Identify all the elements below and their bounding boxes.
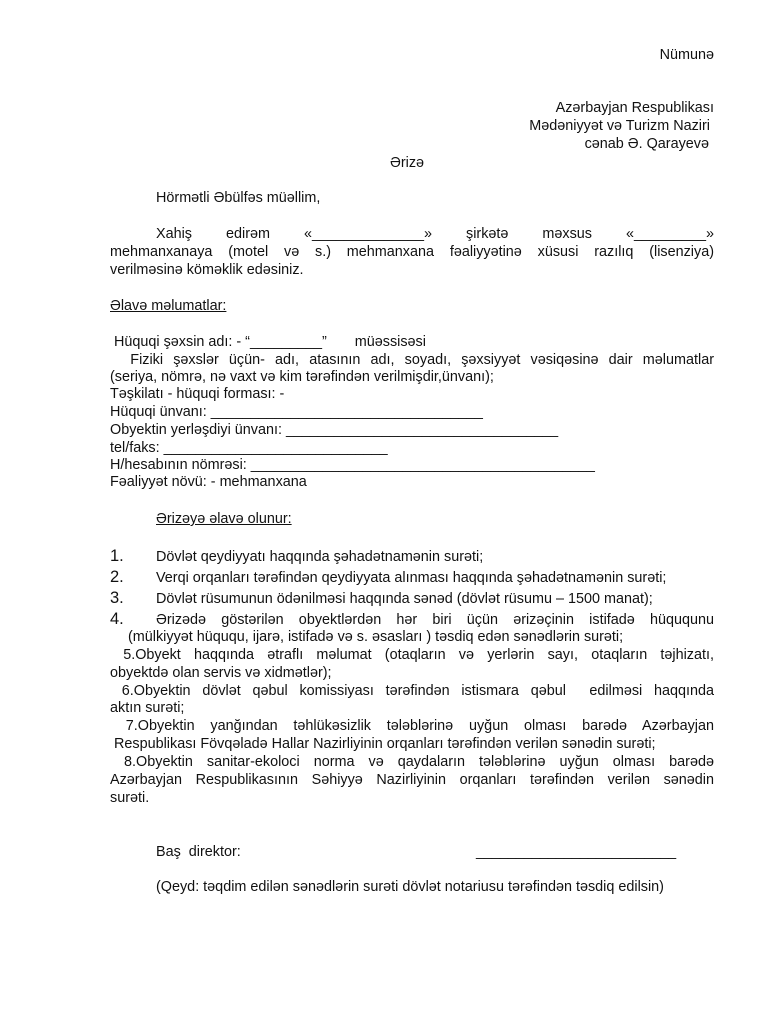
attachment-para-8-cont: Azərbayjan Respublikasının Səhiyyə Nazirliyinin orqanları tərəfindən verilən sənədin [110,772,714,788]
info-line-tel-fax: tel/faks: ____________________________ [110,440,388,456]
attachment-item-4-cont: (mülkiyyət hüququ, ijarə, istifadə və s. əsasları ) təsdiq edən sənədlərin surəti; [128,629,624,645]
request-line-1: Xahiş edirəm «______________» şirkətə məxsus «_________» [156,226,714,242]
attachment-para-6: 6.Obyektin dövlət qəbul komissiyası tərəfindən istismara qəbul edilməsi haqqında [110,683,714,699]
attachment-para-8: 8.Obyektin sanitar-ekoloci norma və qaydaların tələblərinə uyğun olması barədə [110,754,714,770]
sample-label: Nümunə [659,47,714,63]
info-line-object-address: Obyektin yerləşdiyi ünvanı: __________________________________ [110,422,559,438]
attachment-number: 4. [110,610,124,628]
attachment-number: 1. [110,547,124,565]
addressee-line-3: cənab Ə. Qarayevə [584,136,709,152]
attachment-text: Verqi orqanları tərəfindən qeydiyyata alınması haqqında şəhadətnamənin surəti; [156,570,667,586]
attachment-number: 2. [110,568,124,586]
greeting: Hörmətli Əbülfəs müəllim, [156,190,321,206]
attachment-text: Ərizədə göstərilən obyektlərdən hər biri üçün ərizəçinin istifadə hüququnu [156,612,714,628]
attachment-item-3 [110,590,653,609]
additional-info-heading: Əlavə məlumatlar: [110,298,227,314]
attachment-number: 3. [110,589,124,607]
info-line-account-number: H/hesabının nömrəsi: ___________________________________________ [110,457,595,473]
attachments-heading: Ərizəyə əlavə olunur: [156,511,292,527]
info-line-individuals: Fiziki şəxslər üçün- adı, atasının adı, soyadı, şəxsiyyət vəsiqəsinə dair məlumatlar [110,352,714,368]
note: (Qeyd: təqdim edilən sənədlərin surəti dövlət notariusu tərəfindən təsdiq edilsin) [156,879,664,895]
addressee-line-1: Azərbayjan Respublikası [555,100,714,116]
attachment-para-5-cont: obyektdə olan servis və xidmətlər); [110,665,332,681]
attachment-para-5: 5.Obyekt haqqında ətraflı məlumat (otaqların və yerlərin sayı, otaqların təjhizatı, [110,647,714,663]
attachment-item-4 [110,611,714,630]
attachment-item-1 [110,548,483,567]
info-line-legal-form: Təşkilatı - hüquqi forması: - [110,386,285,402]
request-line-3: verilməsinə köməklik edəsiniz. [110,262,304,278]
attachment-text: Dövlət qeydiyyatı haqqında şəhadətnamənin surəti; [156,549,484,565]
attachment-text: Dövlət rüsumunun ödənilməsi haqqında sənəd (dövlət rüsumu – 1500 manat); [156,591,653,607]
info-line-activity-type: Fəaliyyət növü: - mehmanxana [110,474,307,490]
document-title: Ərizə [390,155,425,171]
attachment-item-2 [110,569,666,588]
attachment-para-7-cont: Respublikası Fövqəladə Hallar Nazirliyinin orqanları tərəfindən verilən sənədin surəti; [110,736,656,752]
request-line-2: mehmanxanaya (motel və s.) mehmanxana fəaliyyətinə xüsusi razılıq (lisenziya) [110,244,714,260]
attachment-para-8-end: surəti. [110,790,150,806]
info-line-individuals-cont: (seriya, nömrə, nə vaxt və kim tərəfindən verilmişdir,ünvanı); [110,369,494,385]
signature-line: _________________________ [476,844,677,860]
addressee-line-2: Mədəniyyət və Turizm Naziri [529,118,710,134]
info-line-legal-address: Hüquqi ünvanı: __________________________________ [110,404,483,420]
attachment-para-7: 7.Obyektin yanğından təhlükəsizlik tələblərinə uyğun olması barədə Azərbayjan [110,718,714,734]
info-line-legal-name: Hüquqi şəxsin adı: - “_________” müəssisəsi [110,334,426,350]
signature-label: Baş direktor: [156,844,241,860]
attachment-para-6-cont: aktın surəti; [110,700,185,716]
